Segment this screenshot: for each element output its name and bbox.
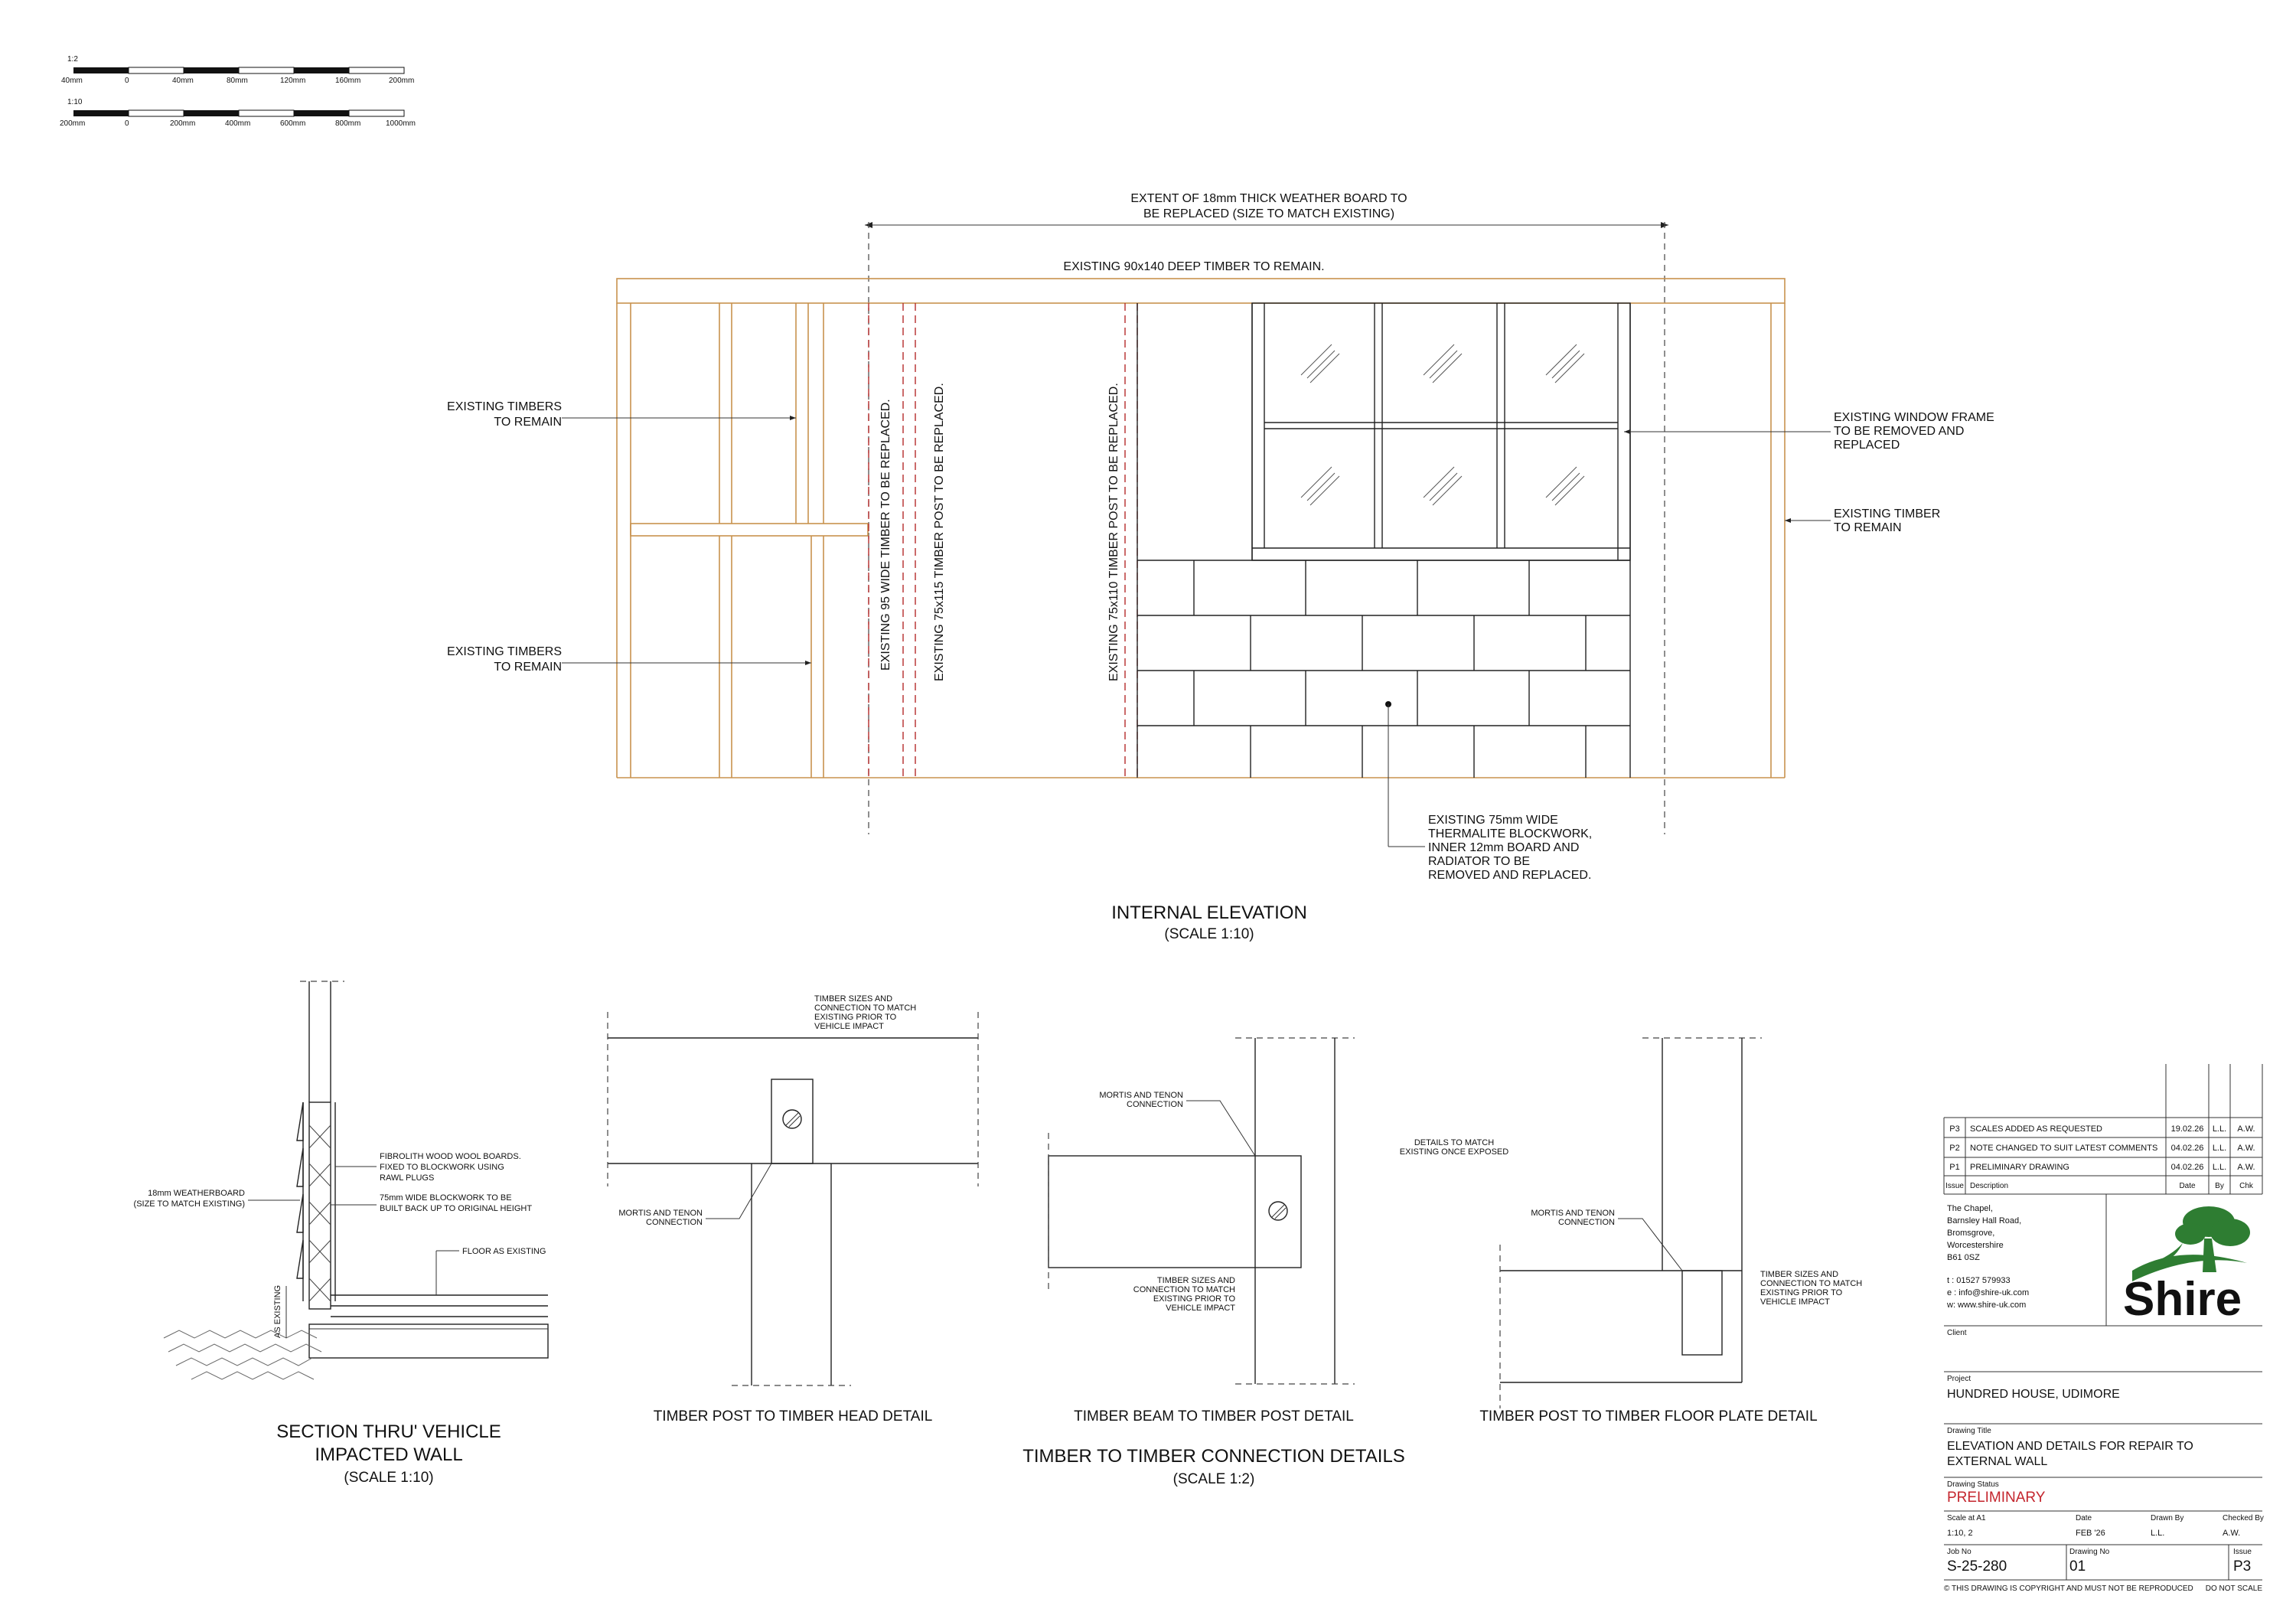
drawing-title: ELEVATION AND DETAILS FOR REPAIR TO (1947, 1440, 2193, 1453)
revision-date: 19.02.26 (2170, 1124, 2204, 1134)
note-sizes: EXISTING PRIOR TO (1153, 1294, 1235, 1304)
note-mortis: MORTIS AND TENON (1099, 1091, 1183, 1100)
note-mortis: CONNECTION (1558, 1218, 1615, 1227)
note-existing-timbers-lower: EXISTING TIMBERS (447, 645, 562, 658)
floor-detail-title: TIMBER POST TO TIMBER FLOOR PLATE DETAIL (1479, 1408, 1818, 1425)
section-title-1: SECTION THRU' VEHICLE (276, 1421, 501, 1442)
beam (1049, 1156, 1301, 1268)
revision-chk: A.W. (2237, 1124, 2255, 1134)
note-sizes: TIMBER SIZES AND (814, 994, 893, 1004)
issue-value: P3 (2233, 1558, 2252, 1575)
issue-label: Issue (2233, 1548, 2252, 1556)
note-weatherboard: (SIZE TO MATCH EXISTING) (133, 1199, 245, 1209)
blockwork (1137, 560, 1630, 778)
revision-desc: PRELIMINARY DRAWING (1970, 1163, 2069, 1172)
revision-chk: A.W. (2237, 1163, 2255, 1172)
note-mortis: CONNECTION (1127, 1100, 1183, 1109)
address-line: Bromsgrove, (1947, 1229, 1995, 1238)
scale-bar-1-label: 1:2 (67, 55, 78, 64)
note-sizes: EXISTING PRIOR TO (1760, 1288, 1843, 1297)
note-blockwork-section: 75mm WIDE BLOCKWORK TO BE (380, 1193, 512, 1203)
vertical-note-75x115: EXISTING 75x115 TIMBER POST TO BE REPLACED. (933, 383, 946, 681)
leader-arrow (805, 661, 811, 665)
leader-arrow (1624, 429, 1630, 434)
note-details: EXISTING ONCE EXPOSED (1399, 1147, 1509, 1157)
shire-logo (2123, 1206, 2250, 1326)
address-line: The Chapel, (1947, 1204, 1993, 1213)
scale-bar-1-tick: 80mm (227, 77, 248, 85)
leader-line (1618, 1219, 1682, 1271)
glass-hatch (1301, 344, 1584, 505)
scale-bar-2-tick: 400mm (225, 119, 251, 128)
scale-bar-2-tick: 0 (125, 119, 129, 128)
revision-header: Date (2179, 1182, 2196, 1190)
mid-rail (631, 524, 868, 536)
detail-beam-to-post (1049, 1038, 1355, 1425)
revision-row (1949, 1124, 2255, 1134)
head-detail-title: TIMBER POST TO TIMBER HEAD DETAIL (653, 1408, 933, 1425)
section-scale: (SCALE 1:10) (344, 1470, 434, 1486)
drawing-title: EXTERNAL WALL (1947, 1455, 2048, 1468)
note-weatherboard: 18mm WEATHERBOARD (148, 1189, 245, 1198)
revision-desc: NOTE CHANGED TO SUIT LATEST COMMENTS (1970, 1144, 2158, 1153)
job-number: S-25-280 (1947, 1558, 2007, 1575)
tenon (1682, 1271, 1722, 1355)
note-sizes: CONNECTION TO MATCH (1133, 1285, 1235, 1294)
note-blockwork: INNER 12mm BOARD AND (1428, 841, 1580, 854)
date-value: FEB '26 (2076, 1529, 2105, 1538)
note-window-frame: TO BE REMOVED AND (1834, 425, 1965, 438)
note-existing-timbers-lower: TO REMAIN (494, 661, 562, 674)
copyright-note: © THIS DRAWING IS COPYRIGHT AND MUST NOT BE REPRODUCED (1944, 1584, 2193, 1593)
revision-header: Description (1970, 1182, 2009, 1190)
note-fibrolith: RAWL PLUGS (380, 1173, 435, 1183)
scale-bar-2 (73, 110, 404, 116)
revision-row (1949, 1144, 2255, 1153)
revision-header: Issue (1945, 1182, 1964, 1190)
date-label: Date (2076, 1514, 2092, 1522)
note-timber-right: EXISTING TIMBER (1834, 507, 1941, 521)
note-existing-timbers-upper: EXISTING TIMBERS (447, 400, 562, 413)
note-sizes: TIMBER SIZES AND (1760, 1270, 1839, 1279)
tree-icon (2132, 1206, 2250, 1281)
note-floor: FLOOR AS EXISTING (462, 1247, 546, 1256)
scale-bar-1-tick: 40mm (61, 77, 83, 85)
contact-line: w: www.shire-uk.com (1947, 1301, 2027, 1310)
scale-bars (60, 55, 416, 128)
section-detail (134, 981, 548, 1486)
revision-desc: SCALES ADDED AS REQUESTED (1970, 1124, 2102, 1134)
job-label: Job No (1947, 1548, 1971, 1556)
revision-header: Chk (2239, 1182, 2253, 1190)
note-fibrolith: FIXED TO BLOCKWORK USING (380, 1163, 504, 1172)
drawn-label: Drawn By (2151, 1514, 2184, 1522)
address-line: Worcestershire (1947, 1241, 2004, 1250)
do-not-scale-note: DO NOT SCALE (2205, 1584, 2262, 1593)
section-title-2: IMPACTED WALL (315, 1444, 463, 1465)
vertical-note-95-wide: EXISTING 95 WIDE TIMBER TO BE REPLACED. (879, 399, 892, 671)
project-label: Project (1947, 1375, 1971, 1383)
internal-elevation-title: INTERNAL ELEVATION (1111, 902, 1307, 923)
scale-bar-2-tick: 200mm (60, 119, 86, 128)
connection-details-title: TIMBER TO TIMBER CONNECTION DETAILS (1022, 1446, 1405, 1467)
note-mortis: MORTIS AND TENON (1531, 1209, 1615, 1218)
internal-elevation-scale: (SCALE 1:10) (1164, 926, 1254, 942)
revision-by: L.L. (2212, 1124, 2227, 1134)
revision-row (1949, 1163, 2255, 1172)
leader-line (1186, 1101, 1255, 1156)
note-blockwork: THERMALITE BLOCKWORK, (1428, 827, 1593, 840)
detail-post-to-floor (1400, 1038, 1862, 1425)
scale-bar-1-tick: 0 (125, 77, 129, 85)
scale-label: Scale at A1 (1947, 1514, 1986, 1522)
scale-bar-1-tick: 120mm (280, 77, 306, 85)
note-timber-right: TO REMAIN (1834, 521, 1902, 534)
revision-by: L.L. (2212, 1163, 2227, 1172)
scale-bar-1-tick: 40mm (172, 77, 194, 85)
section-slab (309, 1324, 548, 1358)
note-sizes: EXISTING PRIOR TO (814, 1013, 897, 1022)
note-mortis: MORTIS AND TENON (618, 1209, 703, 1218)
revision-header-row (1945, 1182, 2254, 1190)
contact-line: e : info@shire-uk.com (1947, 1288, 2030, 1297)
revision-chk: A.W. (2237, 1144, 2255, 1153)
revision-issue: P2 (1949, 1144, 1960, 1153)
connection-details-scale: (SCALE 1:2) (1172, 1471, 1255, 1487)
title-block (1944, 1064, 2264, 1593)
head-timber (617, 279, 1785, 303)
note-mortis: CONNECTION (646, 1218, 703, 1227)
project-name: HUNDRED HOUSE, UDIMORE (1947, 1388, 2120, 1401)
drawing-title-label: Drawing Title (1947, 1427, 1991, 1435)
extent-note-line-1: EXTENT OF 18mm THICK WEATHER BOARD TO (1130, 192, 1407, 205)
note-blockwork-section: BUILT BACK UP TO ORIGINAL HEIGHT (380, 1204, 533, 1213)
detail-post-to-head (608, 994, 978, 1425)
beam-detail-title: TIMBER BEAM TO TIMBER POST DETAIL (1074, 1408, 1354, 1425)
leader-line (706, 1163, 771, 1219)
contact-line: t : 01527 579933 (1947, 1276, 2011, 1285)
note-blockwork: EXISTING 75mm WIDE (1428, 814, 1558, 827)
note-window-frame: EXISTING WINDOW FRAME (1834, 411, 1994, 424)
note-details: DETAILS TO MATCH (1414, 1138, 1495, 1147)
section-weatherboards (297, 1102, 303, 1301)
scale-bar-2-tick: 800mm (335, 119, 361, 128)
revision-issue: P1 (1949, 1163, 1960, 1172)
note-sizes: CONNECTION TO MATCH (1760, 1279, 1863, 1288)
note-blockwork: RADIATOR TO BE (1428, 855, 1531, 868)
checked-label: Checked By (2223, 1514, 2264, 1522)
internal-elevation (447, 192, 1994, 942)
note-sizes: VEHICLE IMPACT (814, 1022, 884, 1031)
scale-value: 1:10, 2 (1947, 1529, 1973, 1538)
note-sizes: VEHICLE IMPACT (1760, 1297, 1830, 1307)
address-line: B61 0SZ (1947, 1253, 1980, 1262)
client-label: Client (1947, 1329, 1967, 1337)
section-blockwork-hatch (309, 1125, 331, 1301)
note-fibrolith: FIBROLITH WOOD WOOL BOARDS. (380, 1152, 521, 1161)
checked-value: A.W. (2223, 1529, 2241, 1538)
note-as-existing: AS EXISTING (273, 1284, 282, 1338)
address-line: Barnsley Hall Road, (1947, 1216, 2022, 1225)
drawing-number: 01 (2069, 1558, 2086, 1575)
leader-arrow (1785, 518, 1791, 523)
tenon (771, 1079, 813, 1163)
extent-note-line-2: BE REPLACED (SIZE TO MATCH EXISTING) (1143, 207, 1395, 220)
note-sizes: CONNECTION TO MATCH (814, 1004, 917, 1013)
scale-bar-1-tick: 160mm (335, 77, 361, 85)
drawing-no-label: Drawing No (2069, 1548, 2110, 1556)
revision-date: 04.02.26 (2170, 1163, 2204, 1172)
scale-bar-1-tick: 200mm (389, 77, 415, 85)
window-frame (1252, 303, 1630, 560)
scale-bar-1 (73, 67, 404, 73)
scale-bar-2-tick: 200mm (170, 119, 196, 128)
vertical-note-75x110: EXISTING 75x110 TIMBER POST TO BE REPLACED. (1107, 383, 1120, 681)
status-label: Drawing Status (1947, 1480, 1999, 1489)
revision-date: 04.02.26 (2170, 1144, 2204, 1153)
head-timber-note: EXISTING 90x140 DEEP TIMBER TO REMAIN. (1063, 260, 1325, 273)
drawn-value: L.L. (2151, 1529, 2165, 1538)
drawing-status: PRELIMINARY (1947, 1490, 2046, 1506)
note-sizes: VEHICLE IMPACT (1166, 1304, 1235, 1313)
scale-bar-2-tick: 1000mm (386, 119, 416, 128)
note-sizes: TIMBER SIZES AND (1156, 1276, 1235, 1285)
revision-by: L.L. (2212, 1144, 2227, 1153)
note-window-frame: REPLACED (1834, 439, 1900, 452)
logo-text: Shire (2123, 1273, 2242, 1326)
scale-bar-2-tick: 600mm (280, 119, 306, 128)
scale-bar-2-label: 1:10 (67, 98, 83, 106)
revision-issue: P3 (1949, 1124, 1960, 1134)
ground-hatch (164, 1330, 321, 1379)
note-existing-timbers-upper: TO REMAIN (494, 416, 562, 429)
note-blockwork: REMOVED AND REPLACED. (1428, 869, 1592, 882)
revision-header: By (2215, 1182, 2224, 1190)
leader-arrow (790, 416, 796, 420)
